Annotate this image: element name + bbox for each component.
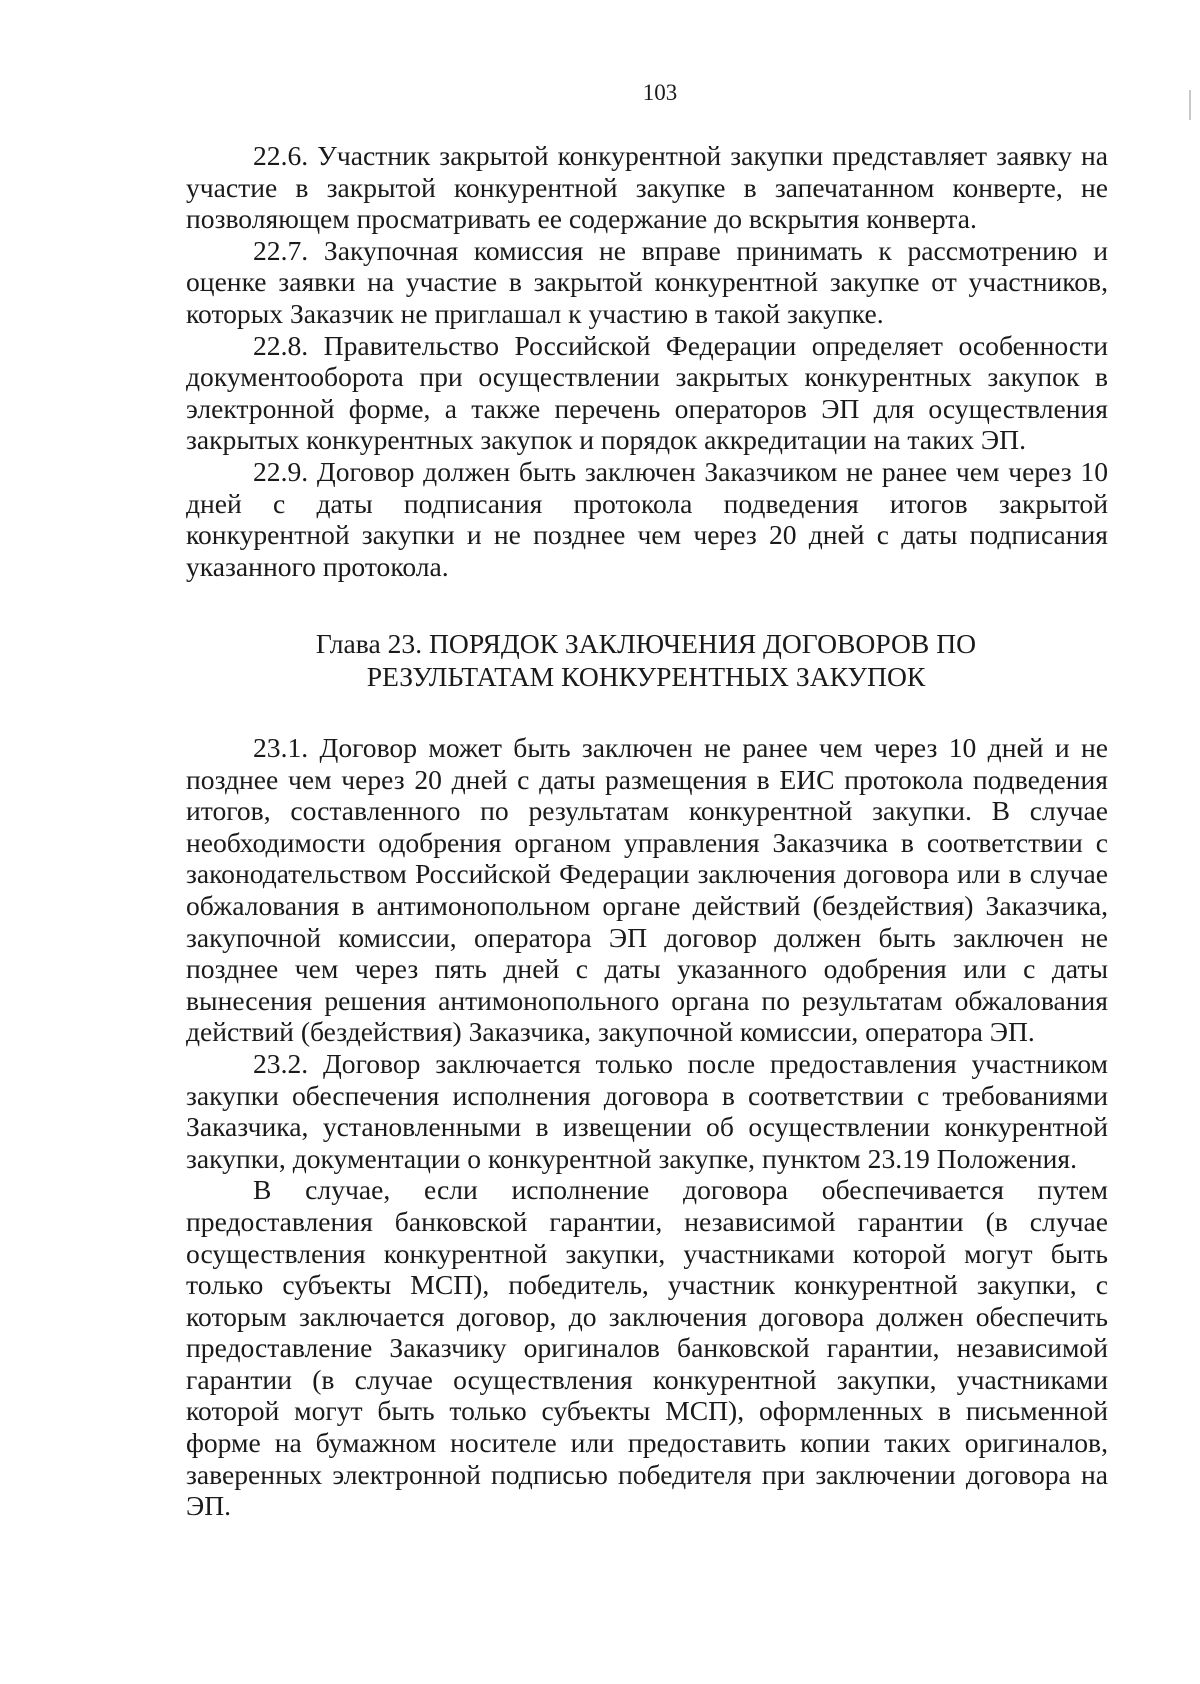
chapter-23-body: [186, 732, 1108, 1522]
paragraph-23-1: 23.1. Договор может быть заключен не ранее чем через 10 дней и не позднее чем через 20 дней с даты размещения в ЕИС протокола подведения итогов, составленного по результатам конкурентной закупки. В случае необходимости одобрения органом управления Заказчика в соответствии с законодательством Российской Федерации заключения договора или в случае обжалования в антимонопольном органе действий (бездействия) Заказчика, закупочной комиссии, оператора ЭП договор должен быть заключен не позднее чем через пять дней с даты указанного одобрения или с даты вынесения решения антимонопольного органа по результатам обжалования действий (бездействия) Заказчика, закупочной комиссии, оператора ЭП.: [186, 732, 1108, 1048]
paragraph-22-7: 22.7. Закупочная комиссия не вправе принимать к рассмотрению и оценке заявки на участие в закрытой конкурентной закупке от участников, которых Заказчик не приглашал к участию в такой закупке.: [186, 234, 1108, 329]
paragraph-22-6: 22.6. Участник закрытой конкурентной закупки представляет заявку на участие в закрытой конкурентной закупке в запечатанном конверте, не позволяющем просматривать ее содержание до вскрытия конверта.: [186, 140, 1108, 235]
paragraph-22-8: 22.8. Правительство Российской Федерации определяет особенности документооборота при осуществлении закрытых конкурентных закупок в электронной форме, а также перечень операторов ЭП для осуществления закрытых конкурентных закупок и порядок аккредитации на таких ЭП.: [186, 329, 1108, 456]
paragraph-22-9: 22.9. Договор должен быть заключен Заказчиком не ранее чем через 10 дней с даты подписания протокола подведения итогов закрытой конкурентной закупки и не позднее чем через 20 дней с даты подписания указанного протокола.: [186, 455, 1108, 582]
chapter-heading-line-2: РЕЗУЛЬТАТАМ КОНКУРЕНТНЫХ ЗАКУПОК: [366, 661, 926, 692]
page-number: 103: [642, 80, 678, 105]
chapter-heading-line-1: Глава 23. ПОРЯДОК ЗАКЛЮЧЕНИЯ ДОГОВОРОВ ПО: [315, 628, 977, 659]
scan-margin-mark: [1189, 90, 1191, 120]
chapter-23-heading: [0, 627, 1200, 693]
paragraph-23-2: 23.2. Договор заключается только после предоставления участником закупки обеспечения исполнения договора в соответствии с требованиями Заказчика, установленными в извещении об осуществлении конкурентной закупки, документации о конкурентной закупке, пунктом 23.19 Положения.: [186, 1047, 1108, 1174]
paragraph-23-2-continuation: В случае, если исполнение договора обеспечивается путем предоставления банковской гарантии, независимой гарантии (в случае осуществления конкурентной закупки, участниками которой могут быть только субъекты МСП), победитель, участник конкурентной закупки, с которым заключается договор, до заключения договора должен обеспечить предоставление Заказчику оригиналов банковской гарантии, независимой гарантии (в случае осуществления конкурентной закупки, участниками которой могут быть только субъекты МСП), оформленных в письменной форме на бумажном носителе или предоставить копии таких оригиналов, заверенных электронной подписью победителя при заключении договора на ЭП.: [186, 1174, 1108, 1522]
section-22-body: [186, 140, 1108, 582]
